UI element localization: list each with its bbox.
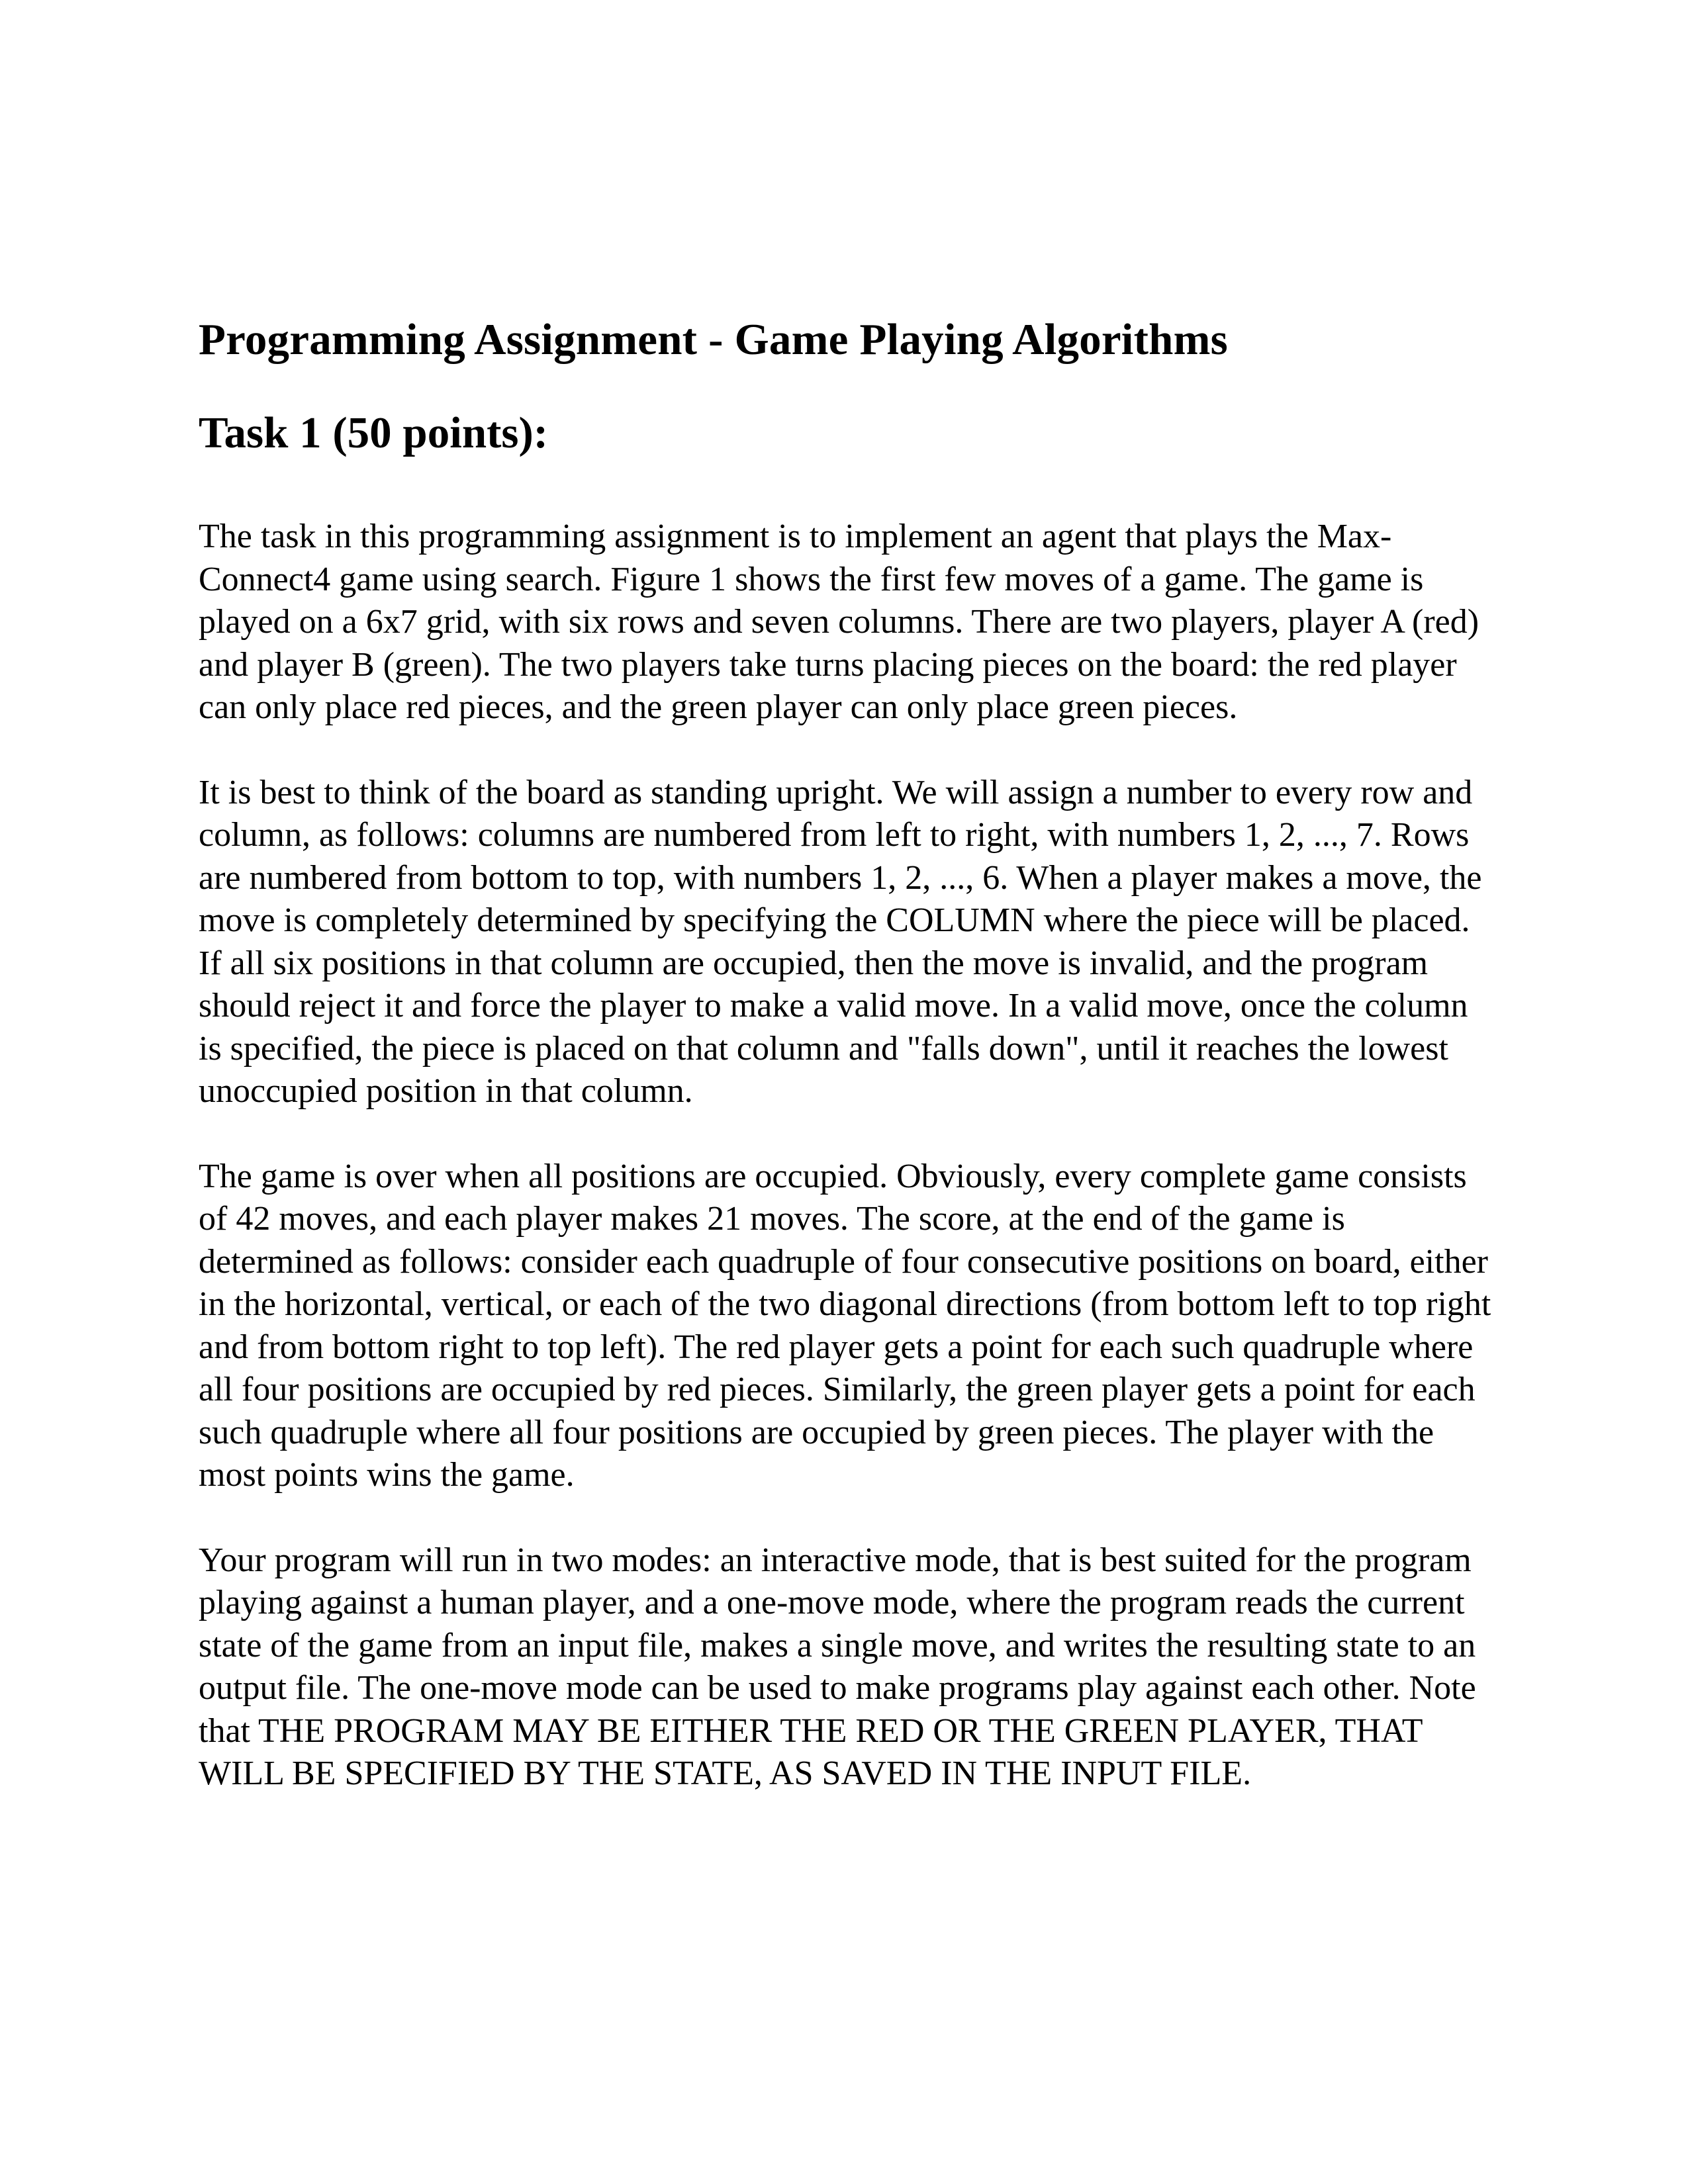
paragraph-program-modes: Your program will run in two modes: an interactive mode, that is best suited for the program playing against a human player, and a one-move mode, where the program reads the current state of the game from an input file, makes a single move, and writes the resulting state to an output file. The one-move mode can be used to make programs play against each other. Note that THE PROGRAM MAY BE EITHER THE RED OR THE GREEN PLAYER, THAT WILL BE SPECIFIED BY THE STATE, AS SAVED IN THE INPUT FILE. — [199, 1541, 1476, 1792]
paragraph-game-description: The task in this programming assignment is to implement an agent that plays the Max-Connect4 game using search. Figure 1 shows the first few moves of a game. The game is played on a 6x7 grid, with six rows and seven columns. There are two players, player A (red) and player B (green). The two players take turns placing pieces on the board: the red player can only place red pieces, and the green player can only place green pieces. — [199, 518, 1479, 726]
document-body — [199, 311, 1496, 1796]
document-title: Programming Assignment - Game Playing Algorithms — [199, 315, 1228, 364]
paragraph-board-numbering: It is best to think of the board as standing upright. We will assign a number to every row and column, as follows: columns are numbered from left to right, with numbers 1, 2, ..., 7. Rows are numbered from bottom to top, with numbers 1, 2, ..., 6. When a player makes a move, the move is completely determined by specifying the COLUMN where the piece will be placed. If all six positions in that column are occupied, then the move is invalid, and the program should reject it and force the player to make a valid move. In a valid move, once the column is specified, the piece is placed on that column and "falls down", until it reaches the lowest unoccupied position in that column. — [199, 773, 1482, 1110]
paragraph-scoring: The game is over when all positions are occupied. Obviously, every complete game consists of 42 moves, and each player makes 21 moves. The score, at the end of the game is determined as follows: consider each quadruple of four consecutive positions on board, either in the horizontal, vertical, or each of the two diagonal directions (from bottom left to top right and from bottom right to top left). The red player gets a point for each such quadruple where all four positions are occupied by red pieces. Similarly, the green player gets a point for each such quadruple where all four positions are occupied by green pieces. The player with the most points wins the game. — [199, 1157, 1491, 1494]
task-heading: Task 1 (50 points): — [199, 408, 549, 457]
